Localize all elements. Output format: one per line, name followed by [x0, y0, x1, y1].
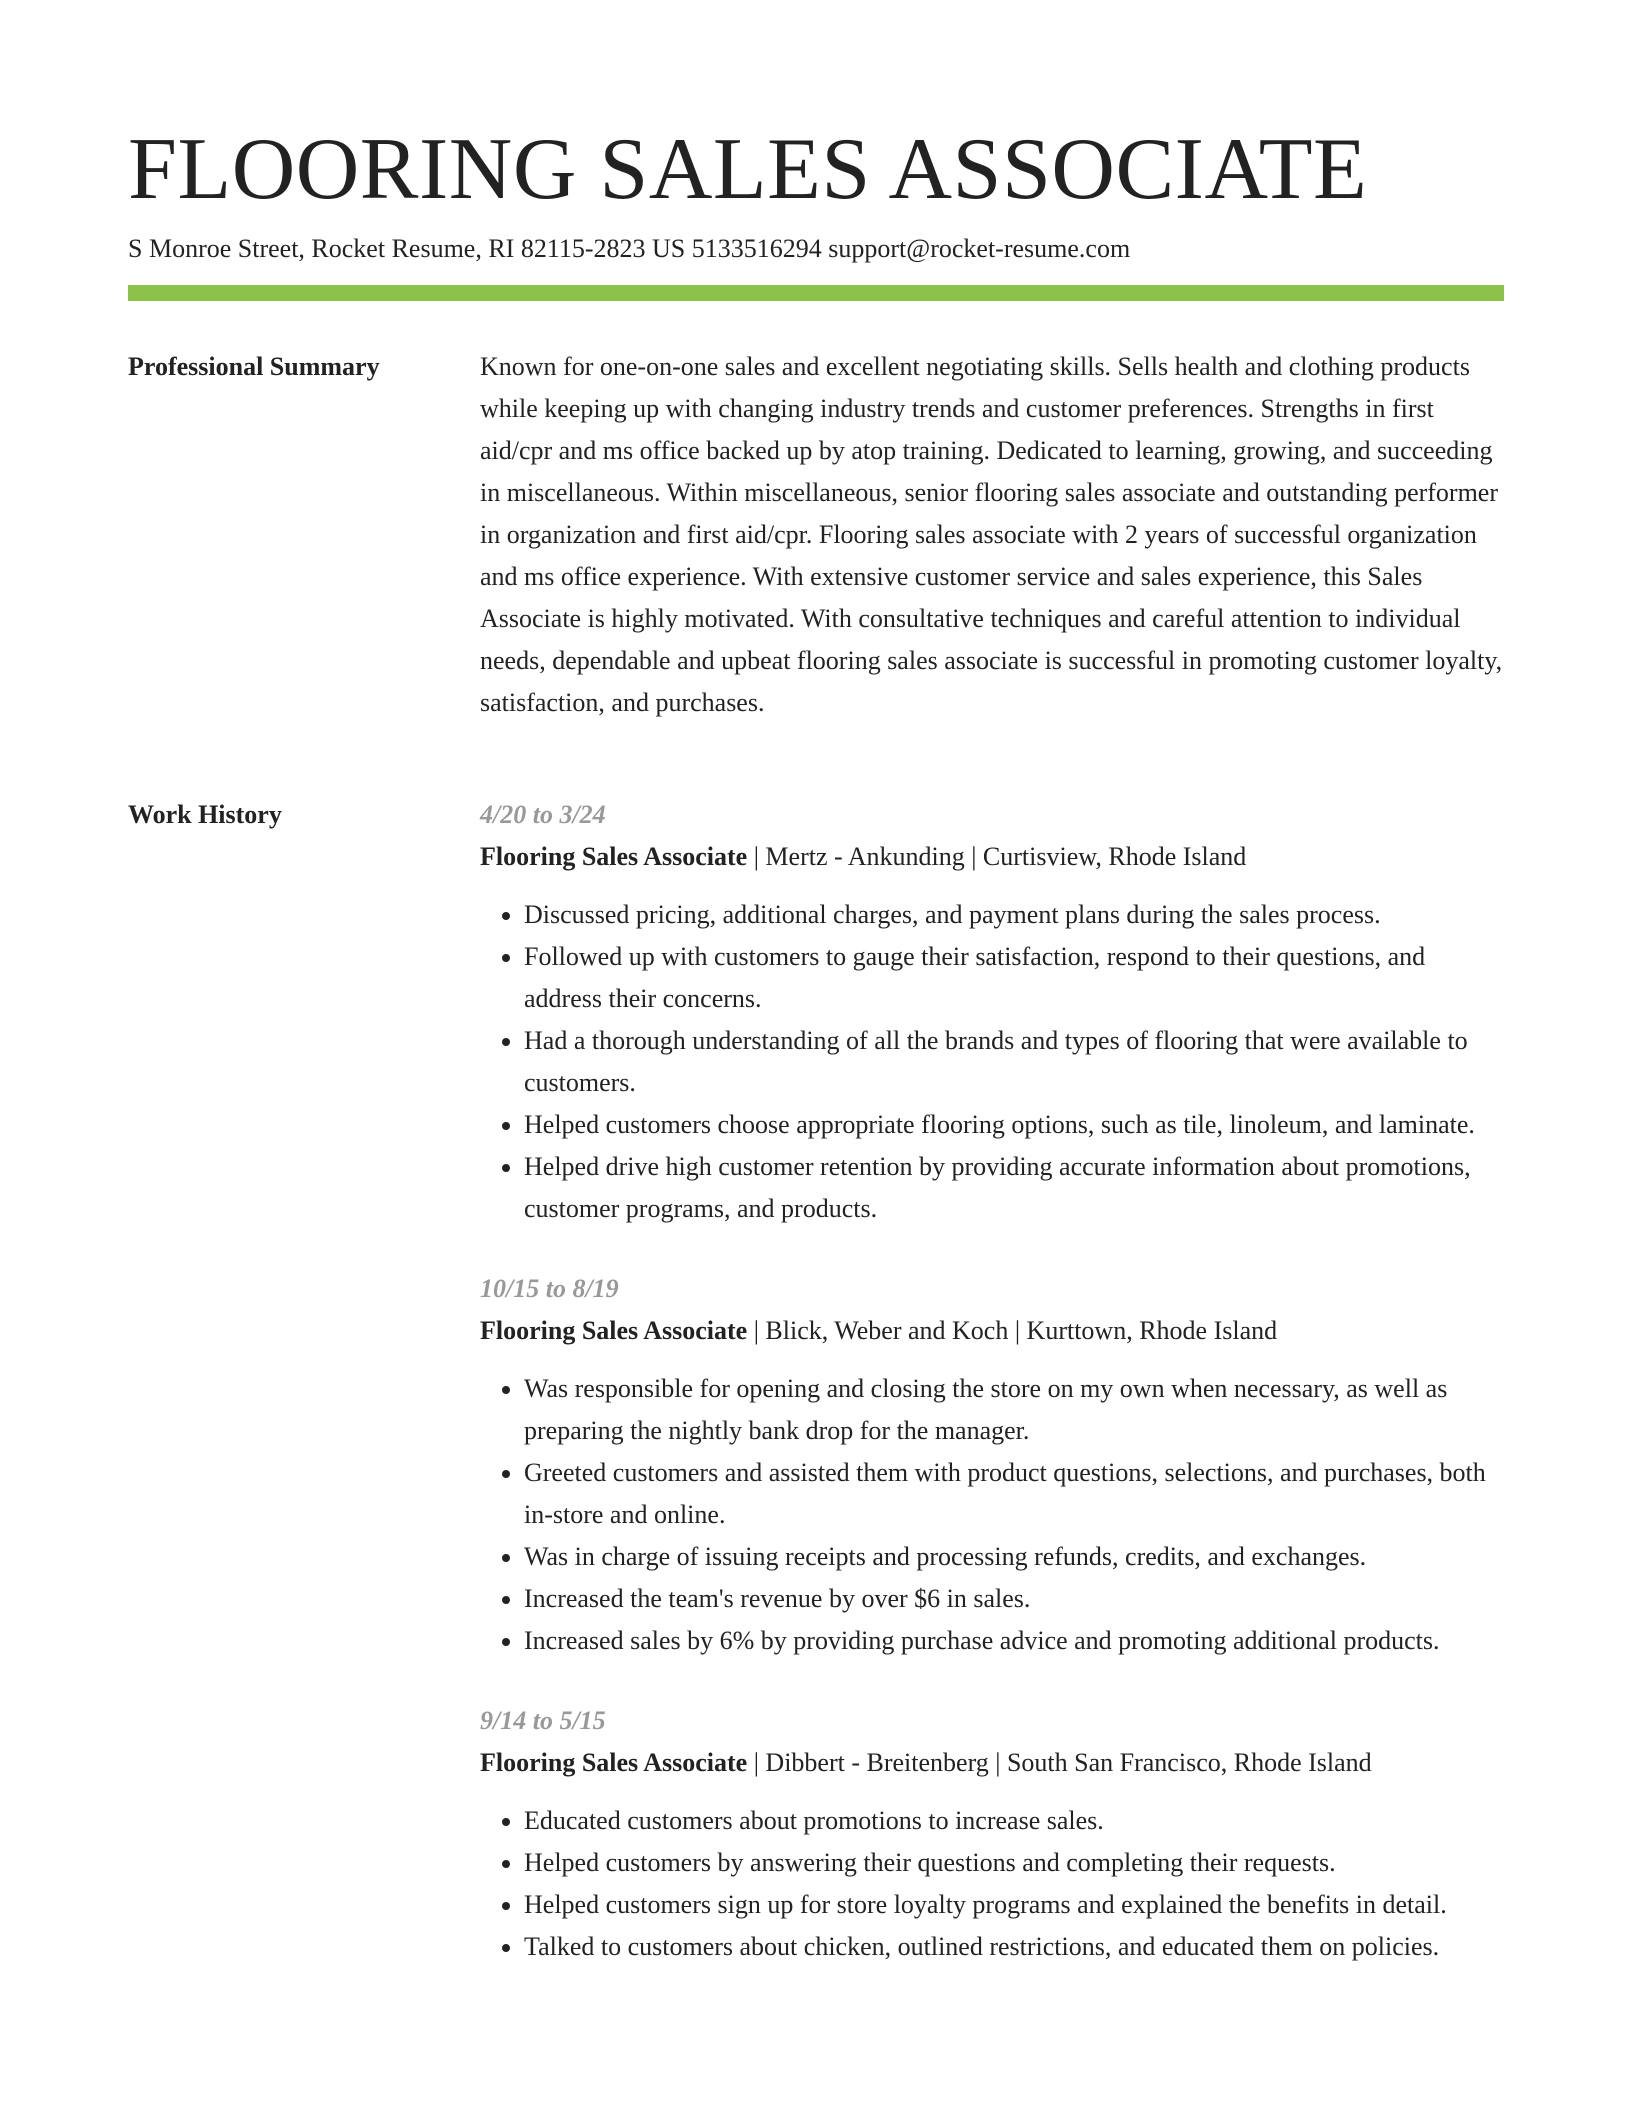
contact-email: support@rocket-resume.com: [828, 234, 1131, 263]
header-accent-rule: [128, 285, 1504, 301]
job-bullet: • Educated customers about promotions to increase sales.: [524, 1800, 1504, 1842]
job-bullet: • Discussed pricing, additional charges, and payment plans during the sales process.: [524, 894, 1504, 936]
job-bullet: • Helped drive high customer retention by providing accurate information about promotions, customer programs, and products.: [524, 1146, 1504, 1230]
job-employer-location: | Blick, Weber and Koch | Kurttown, Rhode Island: [747, 1316, 1278, 1345]
job-bullet: • Helped customers sign up for store loyalty programs and explained the benefits in detail.: [524, 1884, 1504, 1926]
job-bullet: • Was in charge of issuing receipts and processing refunds, credits, and exchanges.: [524, 1536, 1504, 1578]
job-entry: [480, 1268, 1504, 1662]
job-title: Flooring Sales Associate: [480, 1316, 748, 1345]
contact-address: S Monroe Street, Rocket Resume, RI 82115-2823 US: [128, 234, 686, 263]
contact-line: [128, 230, 1130, 268]
job-entry: [480, 794, 1504, 1230]
job-employer-location: | Mertz - Ankunding | Curtisview, Rhode Island: [747, 842, 1247, 871]
job-dates: 10/15 to 8/19: [480, 1274, 619, 1303]
job-bullet: • Increased sales by 6% by providing purchase advice and promoting additional products.: [524, 1620, 1504, 1662]
job-bullet: • Greeted customers and assisted them with product questions, selections, and purchases, both in-store and online.: [524, 1452, 1504, 1536]
summary-body: [480, 346, 1504, 724]
job-dates: 4/20 to 3/24: [480, 800, 606, 829]
job-title-line: [480, 1310, 1504, 1352]
job-bullet: • Helped customers by answering their questions and completing their requests.: [524, 1842, 1504, 1884]
job-title-line: [480, 836, 1504, 878]
job-title: Flooring Sales Associate: [480, 1748, 748, 1777]
job-bullet: • Followed up with customers to gauge their satisfaction, respond to their questions, and address their concerns.: [524, 936, 1504, 1020]
job-bullet-list: [480, 1800, 1504, 1968]
job-dates: 9/14 to 5/15: [480, 1706, 606, 1735]
work-history-body: [480, 794, 1504, 2006]
job-bullet: • Was responsible for opening and closing the store on my own when necessary, as well as preparing the nightly bank drop for the manager.: [524, 1368, 1504, 1452]
resume-name-heading: FLOORING SALES ASSOCIATE: [128, 121, 1368, 218]
job-title-line: [480, 1742, 1504, 1784]
job-title: Flooring Sales Associate: [480, 842, 748, 871]
contact-phone: 5133516294: [691, 234, 822, 263]
section-title-summary: Professional Summary: [128, 352, 380, 381]
summary-text: Known for one-on-one sales and excellent negotiating skills. Sells health and clothing products while keeping up with changing industry trends and customer preferences. Strengths in first aid/cpr and ms office backed up by atop training. Dedicated to learning, growing, and succeeding in miscellaneous. Within miscellaneous, senior flooring sales associate and outstanding performer in organization and first aid/cpr. Flooring sales associate with 2 years of successful organization and ms office experience. With extensive customer service and sales experience, this Sales Associate is highly motivated. With consultative techniques and careful attention to individual needs, dependable and upbeat flooring sales associate is successful in promoting customer loyalty, satisfaction, and purchases.: [480, 352, 1503, 717]
job-bullet: • Talked to customers about chicken, outlined restrictions, and educated them on policies.: [524, 1926, 1504, 1968]
section-title-work-history: Work History: [128, 800, 282, 829]
job-bullet: • Helped customers choose appropriate flooring options, such as tile, linoleum, and laminate.: [524, 1104, 1504, 1146]
job-bullet: • Increased the team's revenue by over $6 in sales.: [524, 1578, 1504, 1620]
job-bullet-list: [480, 894, 1504, 1230]
job-entry: [480, 1700, 1504, 1968]
job-employer-location: | Dibbert - Breitenberg | South San Francisco, Rhode Island: [747, 1748, 1372, 1777]
job-bullet: • Had a thorough understanding of all the brands and types of flooring that were available to customers.: [524, 1020, 1504, 1104]
job-bullet-list: [480, 1368, 1504, 1662]
